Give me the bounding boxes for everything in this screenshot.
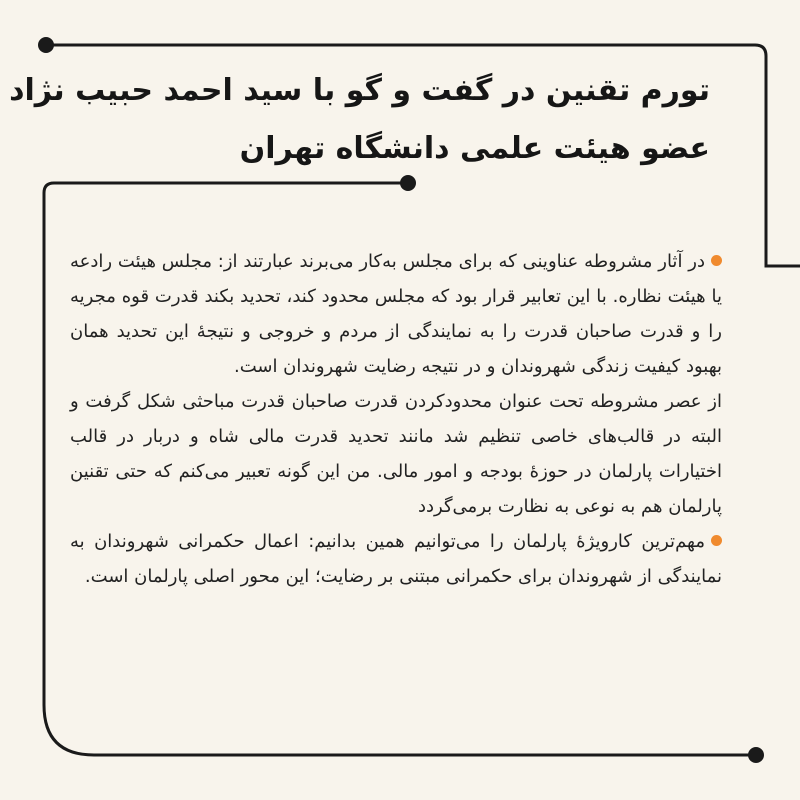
- paragraph-1: [70, 244, 722, 384]
- bullet-icon: [711, 535, 722, 546]
- paragraph-2-text: از عصر مشروطه تحت عنوان محدودکردن قدرت صاحبان قدرت مباحثی شکل گرفت و البته در قالب‌های خاصی تنظیم شد مانند تحدید قدرت مالی شاه و دربار در قالب اختیارات پارلمان در حوزۀ بودجه و امور مالی. من این گونه تعبیر می‌کنم که حتی تقنین پارلمان هم به نوعی به نظارت برمی‌گردد: [70, 391, 722, 517]
- paragraph-3-text: مهم‌ترین کارویژۀ پارلمان را می‌توانیم همین بدانیم: اعمال حکمرانی شهروندان به نمایندگی از شهروندان برای حکمرانی مبتنی بر رضایت؛ این محور اصلی پارلمان است.: [70, 531, 722, 587]
- top-left-dot: [38, 37, 54, 53]
- paragraph-1-text: در آثار مشروطه عناوینی که برای مجلس به‌کار می‌برند عبارتند از: مجلس هیئت رادعه یا هیئت نظاره. با این تعابیر قرار بود که مجلس محدود کند، تحدید بکند قدرت قوه مجریه را و قدرت صاحبان قدرت را به نمایندگی از مردم و خروجی و نتیجۀ این تحدید همان بهبود کیفیت زندگی شهروندان و در نتیجه رضایت شهروندان است.: [70, 251, 722, 377]
- headline-line-2: عضو هیئت علمی دانشگاه تهران: [239, 131, 710, 166]
- article-body: [70, 244, 722, 594]
- paragraph-3: [70, 524, 722, 594]
- paragraph-2: [70, 384, 722, 524]
- bullet-icon: [711, 255, 722, 266]
- bottom-right-dot: [748, 747, 764, 763]
- headline-line-1: تورم تقنین در گفت و گو با سید احمد حبیب نژاد: [9, 73, 710, 108]
- headline: [9, 62, 710, 178]
